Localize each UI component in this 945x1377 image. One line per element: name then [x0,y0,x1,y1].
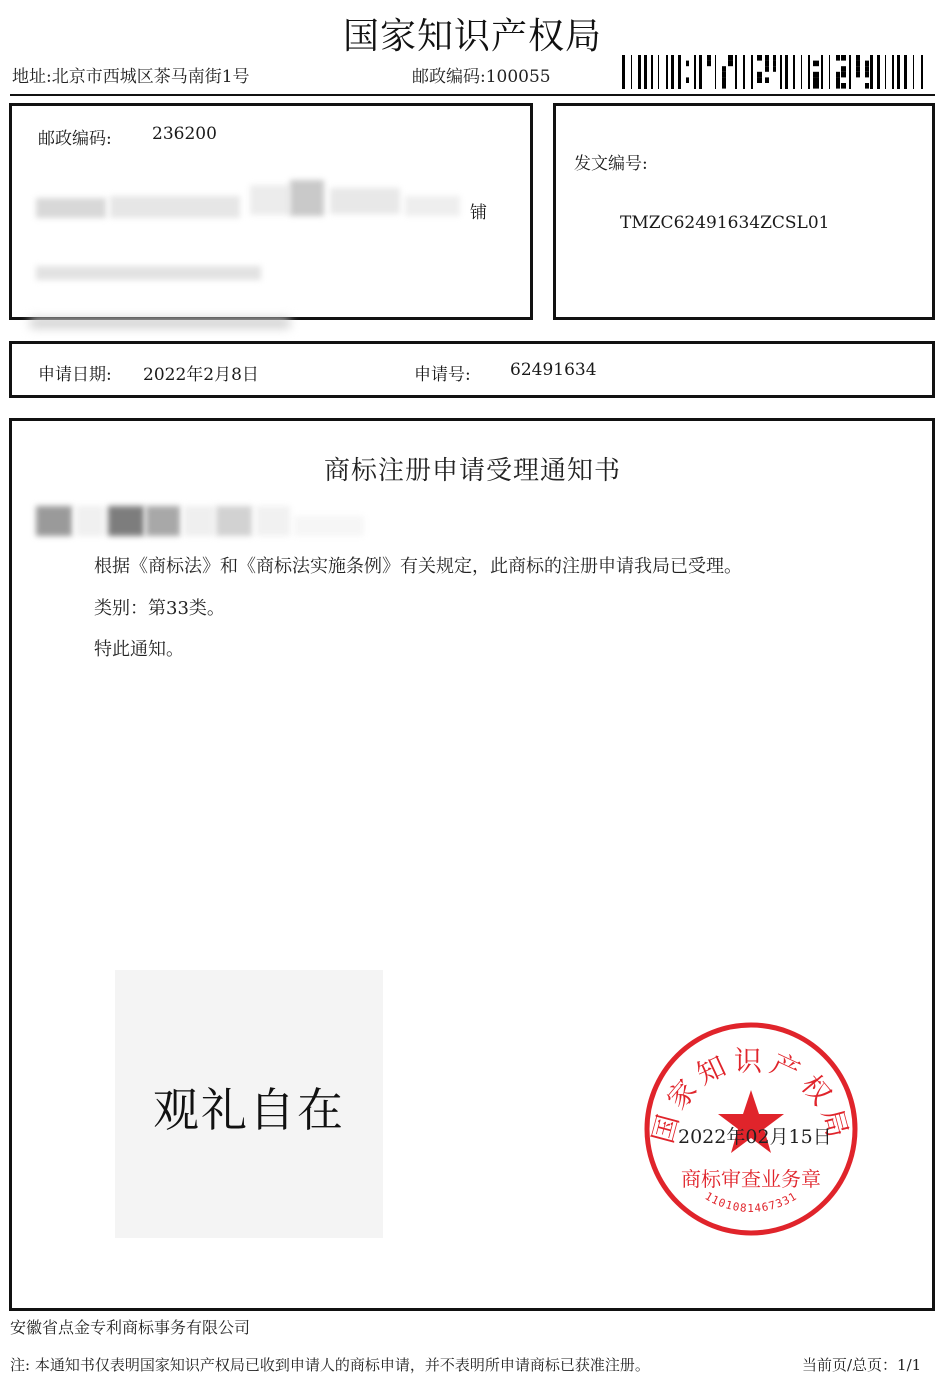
page-indicator: 当前页/总页：1/1 [802,1356,922,1374]
barcode-module [757,77,762,83]
barcode-module [722,66,726,72]
barcode-bar [897,55,900,89]
application-number-value: 62491634 [510,360,597,380]
barcode-bar [801,55,802,89]
barcode-module [813,61,819,67]
barcode-module [856,55,860,61]
barcode-module [836,83,840,89]
barcode-bar [849,55,851,89]
barcode-module [765,66,769,72]
barcode-bar [885,55,886,89]
barcode-bar [904,55,907,89]
barcode-module [865,72,869,78]
barcode-bar [638,55,641,89]
barcode-module [836,55,840,61]
barcode-module [865,61,869,67]
document-number-value: TMZC62491634ZCSL01 [620,213,830,233]
page-title: 国家知识产权局 [342,16,602,57]
seal-bottom-text: 商标审查业务章 [681,1167,821,1191]
barcode-module [856,61,860,67]
barcode-module [765,55,769,61]
barcode-bar [715,55,716,89]
barcode-bar [694,55,696,89]
notice-paragraph-legal-basis: 根据《商标法》和《商标法实施条例》有关规定，此商标的注册申请我局已受理。 [94,556,742,577]
recipient-postal-label: 邮政编码: [38,129,112,149]
footer-note: 注: 本通知书仅表明国家知识产权局已收到申请人的商标申请，并不表明所申请商标已获准注册。 [10,1356,650,1374]
application-number-label: 申请号: [414,365,471,385]
barcode-bar [622,55,625,89]
barcode-module [813,72,819,78]
barcode-module [722,83,726,89]
barcode-module [841,55,846,61]
barcode-bar [829,55,830,89]
barcode-bar [780,55,782,89]
agent-name: 安徽省点金专利商标事务有限公司 [10,1318,251,1337]
barcode-module [728,55,733,61]
barcode-module [707,55,711,61]
barcode-module [836,72,840,78]
seal-serial: 1101081467331 [702,1189,800,1215]
barcode-module [865,66,869,72]
application-date-value: 2022年2月8日 [143,365,259,385]
office-address: 地址:北京市西城区茶马南街1号 [12,67,250,87]
barcode-bar [631,55,632,89]
barcode-module [856,66,860,72]
barcode-bar [666,55,668,89]
barcode-bar [671,55,674,89]
barcode-module [841,66,846,72]
barcode-module [836,77,840,83]
barcode-module [841,83,846,89]
barcode-bar [644,55,647,89]
barcode-module [722,72,726,78]
barcode-module [757,72,762,78]
notice-paragraph-class: 类别：第33类。 [94,598,225,619]
barcode-module [813,77,819,83]
barcode-module [765,61,769,67]
barcode-module [728,61,733,67]
barcode-bar [743,55,745,89]
seal-top-text: 国家知识产权局 [646,1044,856,1147]
barcode-module [856,72,860,78]
barcode-bar [658,55,659,89]
barcode-bar [892,55,894,89]
barcode-module [707,61,711,67]
barcode-bar [735,55,737,89]
barcode-module [865,83,869,89]
barcode-bar [785,55,788,89]
barcode-module [813,83,819,89]
barcode-module [773,66,776,72]
barcode-bar [793,55,795,89]
barcode [622,55,930,89]
issue-date: 2022年02月15日 [678,1126,832,1148]
barcode-bar [678,55,681,89]
header-divider [10,94,935,96]
recipient-postal-value: 236200 [152,124,217,144]
notice-paragraph-closing: 特此通知。 [94,639,184,660]
barcode-bar [921,55,923,89]
trademark-text: 观礼自在 [153,1083,345,1137]
barcode-module [773,55,776,61]
barcode-bar [751,55,753,89]
application-date-label: 申请日期: [38,365,112,385]
barcode-bar [821,55,823,89]
barcode-module [841,72,846,78]
barcode-module [722,77,726,83]
barcode-module [686,61,689,67]
barcode-module [757,55,762,61]
barcode-bar [651,55,653,89]
barcode-module [686,77,689,83]
document-number-box [553,103,935,320]
document-number-label: 发文编号: [574,154,648,174]
recipient-address-visible-fragment: 铺 [470,203,487,223]
barcode-bar [808,55,810,89]
barcode-bar [913,55,914,89]
notice-title: 商标注册申请受理通知书 [323,456,621,486]
barcode-bar [699,55,702,89]
barcode-bar [877,55,880,89]
barcode-module [773,61,776,67]
barcode-module [765,77,769,83]
office-postal-code: 邮政编码:100055 [412,67,551,87]
barcode-bar [870,55,873,89]
